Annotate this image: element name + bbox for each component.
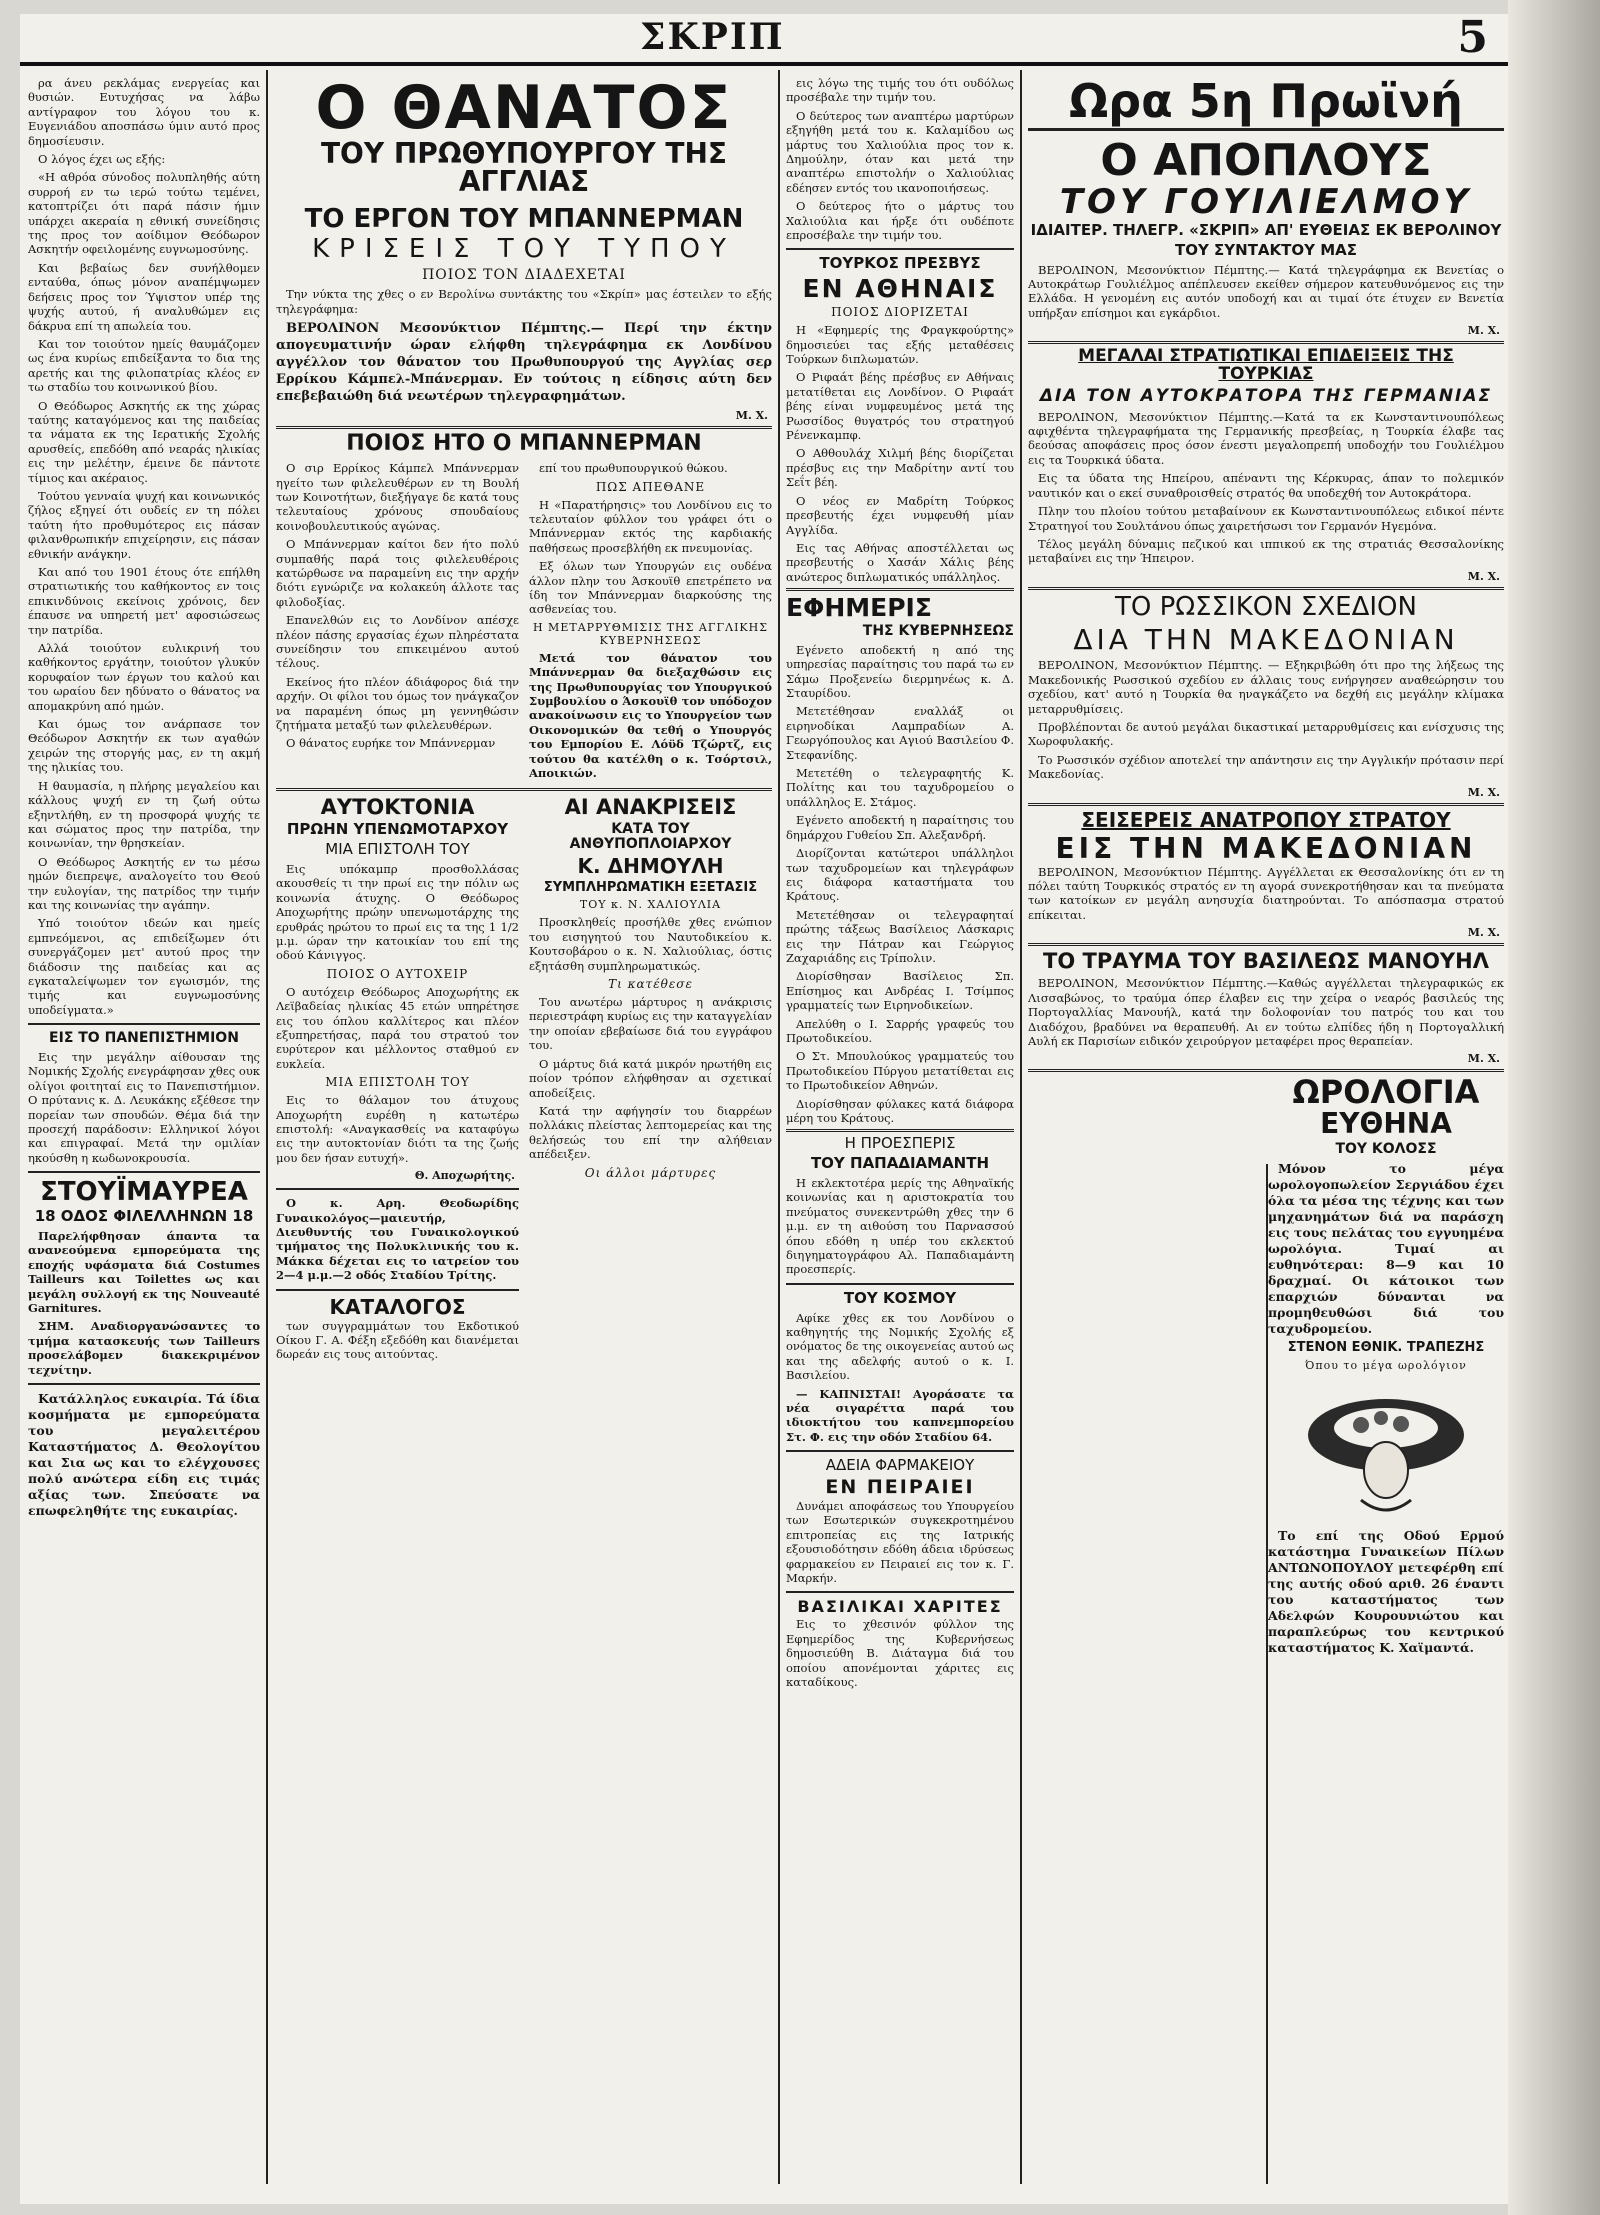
- article-paragraph: Δυνάμει αποφάσεως του Υπουργείου των Εσωτερικών συγκεκροτημένου επιτροπείας εις της Ιατρικής εξουσιοδότησιν εδόθη άδεια ιδρύσεως φαρμακείου εν Πειραιεί εις τον κ. Γ. Μαρκήν.: [786, 1498, 1014, 1585]
- article-paragraph: ΒΕΡΟΛΙΝΟΝ, Μεσονύκτιον Πέμπτης.—Κατά τα εκ Κωνσταντινουπόλεως αφιχθέντα τηλεγραφήματα της Γερμανικής πρεσβείας, η Τουρκία έλαβε τας δεούσας αποφάσεις προς όσον ένεστι μεγαλοπρεπή υποδοχήν του Γουλιέλμου εις τα Τουρκικά ύδατα.: [1028, 409, 1504, 467]
- headline-who: ΠΟΙΟΣ ΗΤΟ Ο ΜΠΑΝΝΕΡΜΑΝ: [346, 431, 702, 457]
- headline-evening: Η ΠΡΟΕΣΠΕΡΙΣ: [844, 1134, 956, 1153]
- subheadline-emperor: ΔΙΑ ΤΟΝ ΑΥΤΟΚΡΑΤΟΡΑ ΤΗΣ ΓΕΡΜΑΝΙΑΣ: [1039, 385, 1493, 406]
- divider: [786, 1129, 1014, 1132]
- doctor-ad: Ο κ. Αρη. Θεοδωρίδης Γυναικολόγος—μαιευτήρ, Διευθυντής του Γυναικολογικού τμήματος της Πολυκλινικής του κ. Μάκκα δέχεται εις το ιατρείον του 2—4 μ.μ.—2 οδός Σταδίου Τρίτης.: [276, 1196, 519, 1283]
- subheadline-who-suicide: ΠΟΙΟΣ Ο ΑΥΤΟΧΕΙΡ: [326, 966, 469, 981]
- column-rule: [266, 70, 268, 2184]
- article-paragraph: Η «Εφημερίς της Φραγκφούρτης» δημοσιεύει τας εξής μεταθέσεις Τούρκων διπλωματών.: [786, 323, 1014, 367]
- headline-military: ΜΕΓΑΛΑΙ ΣΤΡΑΤΙΩΤΙΚΑΙ ΕΠΙΔΕΙΞΕΙΣ ΤΗΣ ΤΟΥΡΚΙΑΣ: [1078, 346, 1454, 384]
- divider: [786, 588, 1014, 591]
- subheadline-appointed: ΠΟΙΟΣ ΔΙΟΡΙΖΕΤΑΙ: [831, 305, 969, 320]
- trial-article: [529, 795, 772, 1365]
- divider: [1028, 587, 1504, 590]
- page-number: 5: [1457, 12, 1488, 63]
- article-paragraph: των συγγραμμάτων του Εκδοτικού Οίκου Γ. Α. Φέξη εξεδόθη και διανέμεται δωρεάν εις τους αιτούντας.: [276, 1318, 519, 1362]
- headline-pharmacy: ΑΔΕΙΑ ΦΑΡΜΑΚΕΙΟΥ: [825, 1456, 975, 1475]
- headline-gazette: ΕΦΗΜΕΡΙΣ: [786, 593, 932, 623]
- page-edge: [1508, 0, 1600, 2215]
- divider: [276, 1188, 519, 1190]
- headline-cheap: ΕΥΘΗΝΑ: [1320, 1107, 1452, 1141]
- headline-athens: ΕΝ ΑΘΗΝΑΙΣ: [802, 274, 998, 304]
- headline-successor: ΠΟΙΟΣ ΤΟΝ ΔΙΑΔΕΧΕΤΑΙ: [422, 267, 626, 284]
- headline-royal-pardons: ΒΑΣΙΛΙΚΑΙ ΧΑΡΙΤΕΣ: [797, 1597, 1003, 1617]
- article-paragraph: Τέλος μεγάλη δύναμις πεζικού και ιππικού εκ της στρατιάς Θεσσαλονίκης μεταβαίνει εις την Ήπειρον.: [1028, 536, 1504, 566]
- column-rule: [1020, 70, 1022, 2184]
- article-paragraph: Πλην του πλοίου τούτου μεταβαίνουν εκ Κωνσταντινουπόλεως ειδικοί πέντε Στρατηγοί του Σουλτάνου όπως χαιρετήσωσι τον Γερμανόν Ηγεμόνα.: [1028, 504, 1504, 533]
- headline-time: Ωρα 5η Πρωϊνή: [1028, 78, 1504, 131]
- headline-university: ΕΙΣ ΤΟ ΠΑΝΕΠΙΣΤΗΜΙΟΝ: [49, 1030, 239, 1047]
- store-ad-note: ΣΗΜ. Αναδιοργανώσαντες το τμήμα κατασκευής των Tailleurs προσελάβομεν διακεκριμένον τεχνίτην.: [28, 1319, 260, 1377]
- article-paragraph: Ο θάνατος ευρήκε τον Μπάννερμαν: [286, 736, 496, 751]
- divider: [786, 1591, 1014, 1593]
- article-paragraph: Η εκλεκτοτέρα μερίς της Αθηναϊκής κοινωνίας και η αριστοκρατία του πνεύματος συνεκεντρώθη χθες την 6 μ.μ. εν τη αιθούση του Παρνασσού όπου εδόθη η υπέρ του εκλεκτού διηγηματογράφου Αλ. Παπαδιαμάντη προεσπερίς.: [786, 1175, 1014, 1277]
- bank-line-2: Όπου το μέγα ωρολόγιον: [1305, 1358, 1467, 1372]
- headline-king-wound: ΤΟ ΤΡΑΥΜΑ ΤΟΥ ΒΑΣΙΛΕΩΣ ΜΑΝΟΥΗΛ: [1043, 949, 1489, 974]
- bank-line: ΣΤΕΝΟΝ ΕΘΝΙΚ. ΤΡΑΠΕΖΗΣ: [1287, 1340, 1485, 1356]
- article-paragraph: Ο δεύτερος ήτο ο μάρτυς του Χαλιούλια και ήρξε ότι ουδέποτε επροσέβαλε την τιμήν του.: [786, 199, 1014, 243]
- subheadline-papadiamantis: ΤΟΥ ΠΑΠΑΔΙΑΜΑΝΤΗ: [810, 1154, 990, 1173]
- article-paragraph: ΒΕΡΟΛΙΝΟΝ, Μεσονύκτιον Πέμπτης.—Καθώς αγγέλλεται τηλεγραφικώς εκ Λισσαβώνος, το τραύμα όπερ έλαβεν εις την χείρα ο νεαρός βασιλεύς της Πορτογαλλίας Μανουήλ, κατά την δολοφονίαν του πατρός του και του Διαδόχου, βραδύνει να θεραπευθή. Αι εν τούτω ελπίδες ήδη η Πορτογαλλική Αυλή εκ Παρισίων ειδικόν χειρούργον μεταφέρει προς θεραπείαν.: [1028, 976, 1504, 1048]
- article-paragraph: Διορίζονται κατώτεροι υπάλληλοι των ταχυδρομείων και τηλεγράφων εις διάφορα καταστήματα του Κράτους.: [786, 846, 1014, 904]
- article-paragraph: Ο Μπάννερμαν καίτοι δεν ήτο πολύ συμπαθής παρά τοις φιλελευθέροις κατώρθωσε να παραμείνη εις την αρχήν διότι εγνώριζε να κολακεύη άλλοτε τας φιλοδοξίας.: [276, 537, 519, 609]
- headline-press: ΚΡΙΣΕΙΣ ΤΟΥ ΤΥΠΟΥ: [312, 234, 736, 264]
- article-paragraph: Ο Θεόδωρος Ασκητής εν τω μέσω ημών διεπρεψε, αναλογείτο του Θεού την ευλογίαν, της πατρίδος την τιμήν και της κοινωνίας την αγάπην.: [28, 854, 260, 912]
- divider: [1028, 1069, 1504, 1072]
- article-paragraph: Ο λόγος έχει ως εξής:: [38, 152, 166, 167]
- column-2: [276, 76, 772, 2184]
- lady-hat-illustration: [1301, 1380, 1471, 1520]
- main-headline: Ο ΘΑΝΑΤΟΣ: [315, 76, 733, 143]
- article-paragraph: Διορίσθησαν φύλακες κατά διάφορα μέρη του Κράτους.: [786, 1096, 1014, 1125]
- signature: Μ. Χ.: [1467, 1052, 1500, 1066]
- divider: [786, 1283, 1014, 1285]
- subheadline-colossus: ΤΟΥ ΚΟΛΟΣΣ: [1335, 1141, 1437, 1158]
- divider: [276, 426, 772, 429]
- article-paragraph: Ο αυτόχειρ Θεόδωρος Αποχωρήτης εκ Λεϊβαδείας ηλικίας 45 ετών υπηρέτησε εις του όπλου καλλίτερος και πλέον εξυπηρετήσας, παρά του στρατού τον ευρύτερον και μέλλοντος σταθμού εν ευκλεία.: [276, 984, 519, 1071]
- store-ad-text: Παρελήφθησαν άπαντα τα ανανεούμενα εμπορεύματα της εποχής υφάσματα διά Costumes Tailleurs και Toilettes ως και μεγάλη συλλογή εκ της Nouveauté Garnitures.: [28, 1228, 260, 1315]
- divider: [786, 248, 1014, 250]
- article-paragraph: Το Ρωσσικόν σχέδιον αποτελεί την απάντησιν εις την Αγγλικήν πρότασιν περί Μακεδονίας.: [1028, 752, 1504, 782]
- subheadline-government: ΤΗΣ ΚΥΒΕΡΝΗΣΕΩΣ: [862, 623, 1014, 640]
- article-paragraph: Εξ όλων των Υπουργών εις ουδένα άλλον πλην του Άσκουϊθ επετρέπετο να ίδη τον Μπάννερμαν διαρκούσης της ασθενείας του.: [529, 559, 772, 617]
- newspaper-name: ΣΚΡΙΠ: [640, 16, 785, 58]
- column-3: [786, 76, 1014, 2184]
- article-paragraph: Ο Στ. Μπουλούκος γραμματεύς του Πρωτοδικείου Πύργου μετατίθεται εις το Πρωτοδικείον Αθηνών.: [786, 1049, 1014, 1093]
- divider: [276, 1289, 519, 1291]
- article-paragraph: Μετά τον θάνατον του Μπάννερμαν θα διεξαχθώσιν εις της Πρωθυπουργίας τον Υπουργικού Συμβουλίου ο Άσκουϊθ τον υπόδοχον ανακοίνωσιν εις το Υπουργείον των Οικονομικών θα τεθή ο Υπουργός του Εμπορίου Ε. Λόϋδ Τζώρτζ, εις τούτου θα κατέλθη ο κ. Τσόρτσιλ, Αποικιών.: [529, 650, 772, 781]
- signature: Μ. Χ.: [1467, 324, 1500, 338]
- headline-clocks: ΩΡΟΛΟΓΙΑ: [1292, 1073, 1480, 1112]
- divider: [276, 788, 772, 791]
- subheadline-testimony: Τι κατέθεσε: [608, 977, 693, 992]
- headline-died: ΠΩΣ ΑΠΕΘΑΝΕ: [595, 479, 706, 494]
- subheadline-his-letter: ΜΙΑ ΕΠΙΣΤΟΛΗ ΤΟΥ: [325, 1075, 470, 1090]
- article-paragraph: Εκείνος ήτο πλέον άδιάφορος διά την αρχήν. Οι φίλοι του όμως τον ηνάγκαζον να παραμένη όπως μη γεννηθώσιν ζητήματα μεταξύ των φιλελευθέρων.: [276, 674, 519, 733]
- subheadline-letter: ΜΙΑ ΕΠΙΣΤΟΛΗ ΤΟΥ: [325, 840, 470, 859]
- article-paragraph: επί του πρωθυπουργικού θώκου.: [539, 461, 728, 476]
- article-paragraph: Εις υπόκαμπρ προσθολλάσας ακουσθείς τι την πρωί εις την πόλιν ως κοινωνία άτυχης. Ο Θεόδωρος Αποχωρήτης πρώην υπενωμοτάρχης της ερυθράς ηρώτου το πρωί εις τα της 1 1/2 μ.μ. ώραν την κατοικίαν του επί της οδού Κάνιγγος.: [276, 861, 519, 963]
- article-paragraph: Ο νέος εν Μαδρίτη Τούρκος πρεσβευτής έχει νυμφευθή μίαν Αγγλίδα.: [786, 493, 1014, 537]
- store-ad-address: 18 ΟΔΟΣ ΦΙΛΕΛΛΗΝΩΝ 18: [34, 1207, 254, 1226]
- article-paragraph: Ο Ριφαάτ βέης πρέσβυς εν Αθήναις μετατίθεται εις Λονδίνον. Ο Ριφαάτ βέης είναι νυμφευμένος μετά της Ρωσσίδος θυγατρός του στρατηγού Ρένενκαμπφ.: [786, 370, 1014, 443]
- headline-wilhelm: ΤΟΥ ΓΟΥΙΛΙΕΛΜΟΥ: [1059, 182, 1473, 222]
- headline-world: ΤΟΥ ΚΟΣΜΟΥ: [843, 1288, 957, 1307]
- article-paragraph: Εις το θάλαμον του άτυχους Αποχωρήτη ευρέθη η κατωτέρω επιστολή: «Αναγκασθείς να καταφύγω εις την αυτοκτονίαν διότι τα της ζωής μου δεν ήσαν ευτυχή».: [276, 1093, 519, 1165]
- column-rule: [778, 70, 780, 2184]
- suicide-article: [276, 795, 519, 1365]
- article-paragraph: ΒΕΡΟΛΙΝΟΝ, Μεσονύκτιον Πέμπτης. — Εξηκριβώθη ότι προ της λήξεως της Μακεδονικής Ρωσσικού σχεδίου εν άλλαις τους ενήργησεν αναθεώρησιν του σχεδίου, κατ' αυτό η Τουρκία θα ηναγκάζετο να δεχθή εις μεγάλην κλίμακα μεταρρυθμίσεις.: [1028, 658, 1504, 716]
- article-paragraph: ΒΕΡΟΛΙΝΟΝ, Μεσονύκτιον Πέμπτης. Αγγέλλεται εκ Θεσσαλονίκης ότι εν τη πόλει ταύτη Τουρκικός στρατός εν τη αγορά συνεκροτήθησαν και τα πνεύματα των κατοίκων εν μεγάλη ανησυχία διατηρούνται. Το απόσπασμα στρατού επίκειται.: [1028, 864, 1504, 922]
- subheadline-exam: ΣΥΜΠΛΗΡΩΜΑΤΙΚΗ ΕΞΕΤΑΣΙΣ: [543, 879, 758, 895]
- article-paragraph: Ο σιρ Ερρίκος Κάμπελ Μπάννερμαν ηγείτο των φιλελευθέρων εν τη Βουλή των Κοινοτήτων, διεξήγαγε δε κατά τους τελευταίους χρόνους σπουδαίους κοινοβουλευτικούς αγώνας.: [276, 461, 519, 533]
- article-paragraph: Ο Αθθουλάχ Χιλμή βέης διορίζεται πρέσβυς εις την Μαδρίτην αντί του Σεΐτ βέη.: [786, 446, 1014, 490]
- article-paragraph: Και βεβαίως δεν συνήλθομεν ενταύθα, όπως μόνον αναπέμψωμεν δεήσεις προς τον Ύψιστον υπέρ της ψυχής αυτού, ή αναλυθώμεν εις δάκρυα επί τη απωλεία του.: [28, 260, 260, 333]
- article-paragraph: Η «Παρατήρησις» του Λονδίνου εις το τελευταίον φύλλον του γράφει ότι ο Μπάννερμαν εκτός της καρδιακής παθήσεως προσεβλήθη εκ πνευμονίας.: [529, 497, 772, 555]
- who-right: [529, 461, 772, 784]
- article-paragraph: Και όμως τον ανάρπασε τον Θεόδωρον Ασκητήν εκ των αγαθών χειρών της στοργής μας, εν τη ακμή της ηλικίας του.: [28, 717, 260, 775]
- article-paragraph: — ΚΑΠΝΙΣΤΑΙ! Αγοράσατε τα νέα σιγαρέττα παρά του ιδιοκτήτου του καπνεμπορείου Στ. Φ. εις την οδόν Σταδίου 64.: [786, 1386, 1014, 1444]
- headline-macedonia: ΔΙΑ ΤΗΝ ΜΑΚΕΔΟΝΙΑΝ: [1073, 623, 1459, 657]
- clock-ad-text: Μόνον το μέγα ωρολογοπωλείον Σεργιάδου έχει όλα τα μέσα της τέχνης και των μηχανημάτων διά να παράσχη εις τους πελάτας του εγγυημένα ωρολόγια. Τιμαί αι ευθηνότεραι: 8—9 και 10 δραχμαί. Οι κάτοικοι των επαρχιών δύνανται να προμηθευθώσι διά του ταχυδρομείου.: [1268, 1161, 1504, 1337]
- subheadline-other-witnesses: Οι άλλοι μάρτυρες: [584, 1165, 717, 1180]
- divider: [1028, 341, 1504, 344]
- special-line: ΙΔΙΑΙΤΕΡ. ΤΗΛΕΓΡ. «ΣΚΡΙΠ» ΑΠ' ΕΥΘΕΙΑΣ ΕΚ ΒΕΡΟΛΙΝΟΥ: [1030, 221, 1502, 239]
- signature: Μ. Χ.: [1467, 785, 1500, 799]
- article-paragraph: Την νύκτα της χθες ο εν Βερολίνω συντάκτης του «Σκρίπ» μας έστειλεν το εξής τηλεγράφημα:: [276, 287, 772, 316]
- article-paragraph: «Η αθρόα σύνοδος πολυπληθής αύτη συρροή εν τω ιερώ τούτω τεμένει, κατοπτρίζει ότι παρά πάσιν ήμιν υπάρχει ακεραία η εθνική συνείδησις της προς τον αοίδιμον Θεόδωρον Ασκητήν οφειλομένης ευγνωμοσύνης.: [28, 170, 260, 257]
- who-left: [276, 461, 519, 784]
- subheadline-witness: ΤΟΥ κ. Ν. ΧΑΛΙΟΥΛΙΑ: [579, 898, 722, 912]
- store-ad-name: ΣΤΟΥΪΜΑΥΡΕΑ: [40, 1177, 248, 1208]
- article-paragraph: Μετετέθησαν εναλλάξ οι ειρηνοδίκαι Λαμπραδίων Α. Γεωργόπουλος και Αγιού Βασιλείου Φ. Στεφανίδης.: [786, 704, 1014, 762]
- lower-split: [276, 795, 772, 1365]
- article-paragraph: ΒΕΡΟΛΙΝΟΝ, Μεσονύκτιον Πέμπτης.— Κατά τηλεγράφημα εκ Βενετίας ο Αυτοκράτωρ Γουλιέλμος απέπλευσεν εκείθεν σήμερον κατευθυνόμενος εις την Ελλάδα. Η γενομένη εις αυτόν υποδοχή και αι τιμαί ότε έτυχεν εν Βενετία υπήρξαν επίσημοι και εγκάρδιοι.: [1028, 262, 1504, 320]
- article-paragraph: Εγένετο αποδεκτή η παραίτησις του δημάρχου Γυθείου Σπ. Αλεξανδρή.: [786, 813, 1014, 842]
- article-paragraph: Επανελθών εις το Λονδίνον απέσχε πλέον πάσης εργασίας έχων πληρέστατα συνείδησιν του επικειμένου αυτού τέλους.: [276, 613, 519, 671]
- signature: Μ. Χ.: [735, 409, 768, 423]
- article-paragraph: Διορίσθησαν Βασίλειος Σπ. Επίσημος και Ανδρέας Ι. Τσίμπος γραμματείς των Ειρηνοδικείων.: [786, 969, 1014, 1013]
- masthead: [20, 14, 1508, 66]
- subheadline-piraeus: ΕΝ ΠΕΙΡΑΙΕΙ: [825, 1475, 975, 1498]
- headline-army: ΣΕΙΣΕΡΕΙΣ ΑΝΑΤΡΟΠΟΥ ΣΤΡΑΤΟΥ: [1081, 807, 1451, 832]
- article-paragraph: Και από του 1901 έτους ότε επήλθη στρατιωτικής του καθήκοντος εν τοις επικινδύνοις εκείνοις χρόνοις, δεν έπαυσε να υπηρετή μετ' αφοσιώσεως την πατρίδα.: [28, 565, 260, 637]
- divider: [1028, 943, 1504, 946]
- article-paragraph: Εις τας Αθήνας αποστέλλεται ως πρεσβευτής ο Χασάν Χάλις βέης ανώτερος διπλωματικός υπάλληλος.: [786, 540, 1014, 584]
- headline-turkish-envoy: ΤΟΥΡΚΟΣ ΠΡΕΣΒΥΣ: [819, 254, 981, 273]
- headline-into-macedonia: ΕΙΣ ΤΗΝ ΜΑΚΕΔΟΝΙΑΝ: [1055, 831, 1477, 865]
- headline-suicide: ΑΥΤΟΚΤΟΝΙΑ: [320, 795, 475, 820]
- article-paragraph: Εις τα ύδατα της Ηπείρου, απέναντι της Κέρκυρας, άπαν το πολεμικόν ναυτικόν και ο εκεί συναθροισθείς στρατός θα υποδεχθή τον Αυτοκράτορα.: [1028, 471, 1504, 500]
- article-paragraph: Του ανωτέρω μάρτυρος η ανάκρισις περιεστράφη κυρίως εις την καταγγελίαν την οποίαν εβεβαίωσε διά του εγγράφου του.: [529, 995, 772, 1053]
- article-paragraph: Η θαυμασία, η πλήρης μεγαλείου και κάλλους ψυχή εν τη ζωή ούτω εξηντλήθη, εν τη προσφορά ψυχής τε και σώματος προς την πατρίδα, την κοινωνίαν, την θρησκείαν.: [28, 778, 260, 851]
- article-paragraph: Εγένετο αποδεκτή η από της υπηρεσίας παραίτησις του παρά τω εν Σάμω Προξενείω διερμηνέως κ. Δ. Σταυρίδου.: [786, 642, 1014, 701]
- who-article: [276, 461, 772, 784]
- article-paragraph: Απελύθη ο Ι. Σαρρής γραφεύς του Πρωτοδικείου.: [786, 1016, 1014, 1045]
- article-paragraph: εις λόγω της τιμής του ότι ουδόλως προσέβαλε την τιμήν του.: [786, 76, 1014, 105]
- article-paragraph: Ο Θεόδωρος Ασκητής εκ της χώρας ταύτης καταγόμενος και της παιδείας τα νάματα εκ της Ιερατικής Σχολής αρυσθείς, επεδόθη από νεαράς ηλικίας εις την μελέτην, έμεινε δε πάντοτε τίμιος και ακέραιος.: [28, 398, 260, 485]
- signature: Μ. Χ.: [1467, 926, 1500, 940]
- subheadline-suicide: ΠΡΩΗΝ ΥΠΕΝΩΜΟΤΑΡΧΟΥ: [286, 820, 509, 839]
- subheadline-trial: ΚΑΤΑ ΤΟΥ ΑΝΘΥΠΟΠΛΟΙΑΡΧΟΥ: [569, 821, 732, 853]
- headline-russian-plan: ΤΟ ΡΩΣΣΙΚΟΝ ΣΧΕΔΙΟΝ: [1115, 591, 1417, 622]
- headline-work: ΤΟ ΕΡΓΟΝ ΤΟΥ ΜΠΑΝΝΕΡΜΑΝ: [304, 204, 744, 234]
- main-subheadline: ΤΟΥ ΠΡΩΘΥΠΟΥΡΓΟΥ ΤΗΣ ΑΓΓΛΙΑΣ: [320, 137, 728, 198]
- headline-departure: Ο ΑΠΟΠΛΟΥΣ: [1100, 135, 1432, 186]
- article-paragraph: Αφίκε χθες εκ του Λονδίνου ο καθηγητής της Νομικής Σχολής εξ ονόματος δε της οικογενείας αυτού ως και της αδελφής αυτού ο κ. Ι. Βασιλείου.: [786, 1310, 1014, 1383]
- headline-trial: ΑΙ ΑΝΑΚΡΙΣΕΙΣ: [564, 795, 737, 820]
- special-line-2: ΤΟΥ ΣΥΝΤΑΚΤΟΥ ΜΑΣ: [1174, 240, 1358, 259]
- divider: [28, 1171, 260, 1173]
- divider: [786, 1450, 1014, 1452]
- newspaper-page: [20, 14, 1508, 2204]
- column-4: [1028, 76, 1504, 2184]
- article-paragraph: Υπό τοιούτον ιδεών και ημείς εμπνεόμενοι, ας επιδείξωμεν ότι συνεργάζομεν μετ' αυτού προς την διάδοσιν της παιδείας και ας εγκαταλείψωμεν τον εγωισμόν, της τιμής και ευγνωμοσύνης υποδείγματα.»: [28, 916, 260, 1017]
- divider: [28, 1023, 260, 1025]
- article-paragraph: Κατά την αφήγησίν του διαρρέων πολλάκις πλείστας λεπτομερείας και της θελήσεώς του επί την αλήθειαν απέδειξεν.: [529, 1103, 772, 1162]
- article-paragraph: ΒΕΡΟΛΙΝΟΝ Μεσονύκτιον Πέμπτης.— Περί την έκτην απογευματινήν ώραν ελήφθη τηλεγράφημα εκ Λονδίνου αγγέλλον τον θάνατον του Πρωθυπουργού της Αγγλίας σερ Ερρίκου Κάμπελ-Μπάνερμαν. Εν τούτοις η είδησις αύτη δεν επεβεβαιώθη διά νεωτέρων τηλεγραφημάτων.: [276, 321, 772, 405]
- article-paragraph: Τούτου γενναία ψυχή και κοινωνικός ζήλος εξηγεί ότι ουδείς εν τη πόλει ταύτη ήτο προθυμότερος εις πάσαν φιλανθρωπικήν επιχείρησιν, εις πάσαν εθνικήν ανάγκην.: [28, 488, 260, 561]
- signature: Μ. Χ.: [1467, 569, 1500, 583]
- article-paragraph: Ο δεύτερος των αναπτέρω μαρτύρων εξηγήθη μετά του κ. Καλαμίδου ως μάρτυς του Χαλιούλια προς τον κ. Δημούλην, όταν και μετά την αναπτέρω επιστολήν ο Χαλιούλιας εδέησεν εντός του ικανοποιήσεως.: [786, 108, 1014, 195]
- hat-shop-ad: Το επί της Οδού Ερμού κατάστημα Γυναικείων Πίλων ΑΝΤΩΝΟΠΟΥΛΟΥ μετεφέρθη επί της αυτής οδού αριθ. 26 έναντι του καταστήματος των Αδελφών Κουρουνιώτου και παραπλεύρως του κεντρικού καταστήματος Κ. Χαϊμαντά.: [1268, 1527, 1504, 1655]
- article-paragraph: Και τον τοιούτον ημείς θαυμάζομεν ως ένα κυρίως επιδείξαντα το δια της αρετής και της φιλοπατρίας κλέος εν τω σταδίω του κοινωνικού βίου.: [28, 336, 260, 395]
- article-paragraph: Αλλά τοιούτον ευλικρινή του καθήκοντος εργάτην, τοιούτον γλυκύν κορυφαίον των έργων του καλού και του ωραίου δεν ηδύνατο ο θάνατος να απομακρύνη από ημών.: [28, 641, 260, 713]
- article-paragraph: Μετετέθησαν οι τελεγραφηταί πρώτης τάξεως Βασίλειος Λάσκαρις εις την Πάτραν και Γεώργιος Ζαχαριάδης εις Τρίπολιν.: [786, 907, 1014, 965]
- clock-ad: [1268, 1073, 1504, 1655]
- article-paragraph: Εις το χθεσινόν φύλλον της Εφημερίδος της Κυβερνήσεως δημοσιεύθη Β. Διάταγμα διά του οποίου απονέμονται χάριτες εις καταδίκους.: [786, 1617, 1014, 1689]
- article-paragraph: Προβλέπονται δε αυτού μεγάλαι δικαστικαί μεταρρυθμίσεις και ενίσχυσις της Χωροφυλακής.: [1028, 720, 1504, 749]
- signature: Θ. Αποχωρήτης.: [414, 1169, 515, 1183]
- headline-catalog: ΚΑΤΑΛΟΓΟΣ: [329, 1294, 466, 1319]
- article-paragraph: Ο μάρτυς διά κατά μικρόν ηρωτήθη εις ποίον τρόπον ελήφθησαν αι σχετικαί αποδείξεις.: [529, 1056, 772, 1100]
- closing-ad: Κατάλληλος ευκαιρία. Τά ίδια κοσμήματα με εμπορεύματα του μεγαλειτέρου Καταστήματος Δ. Θεολογίτου και Σια ως και το ελέγχουσες πολύ ανώτερα είδη εις τιμάς αξίας των. Σπεύσατε να επωφεληθήτε της ευκαιρίας.: [28, 1390, 260, 1518]
- subheadline-name: Κ. ΔΗΜΟΥΛΗ: [577, 853, 724, 878]
- article-paragraph: Εις την μεγάλην αίθουσαν της Νομικής Σχολής ενεγράφησαν χθες ουκ ολίγοι φοιτηταί εις το Πανεπιστήμιον. Ο πρύτανις κ. Δ. Λευκάκης εξέθεσε την πορείαν των σπουδών. Θέμα διά την προσεχή παράδοσιν: Ελληνικοί λόγοι και επιγραφαί. Μετά την ομιλίαν ηκούσθη η κωδωνοκρουσία.: [28, 1049, 260, 1165]
- column-1: [28, 76, 260, 2184]
- divider: [1028, 803, 1504, 806]
- article-paragraph: Προσκληθείς προσήλθε χθες ενώπιον του εισηγητού του Ναυτοδικείου κ. Κουτσοβάρου ο κ. Ν. Χαλιούλιας, όστις εξητάσθη συμπληρωματικώς.: [529, 915, 772, 973]
- article-paragraph: Μετετέθη ο τελεγραφητής Κ. Πολίτης και του ταχυδρομείου ο υπάλληλος Ε. Στάμος.: [786, 766, 1014, 809]
- headline-reshuffle: Η ΜΕΤΑΡΡΥΘΜΙΣΙΣ ΤΗΣ ΑΓΓΛΙΚΗΣ ΚΥΒΕΡΝΗΣΕΩΣ: [532, 620, 769, 647]
- divider: [28, 1383, 260, 1385]
- article-paragraph: ρα άνευ ρεκλάμας ενεργείας και θυσιών. Ευτυχήσας να λάβω αντίγραφον του λόγου του κ. Ευγενιάδου αποσπάσω ύμιν αυτό προς δημοσίευσιν.: [28, 76, 260, 148]
